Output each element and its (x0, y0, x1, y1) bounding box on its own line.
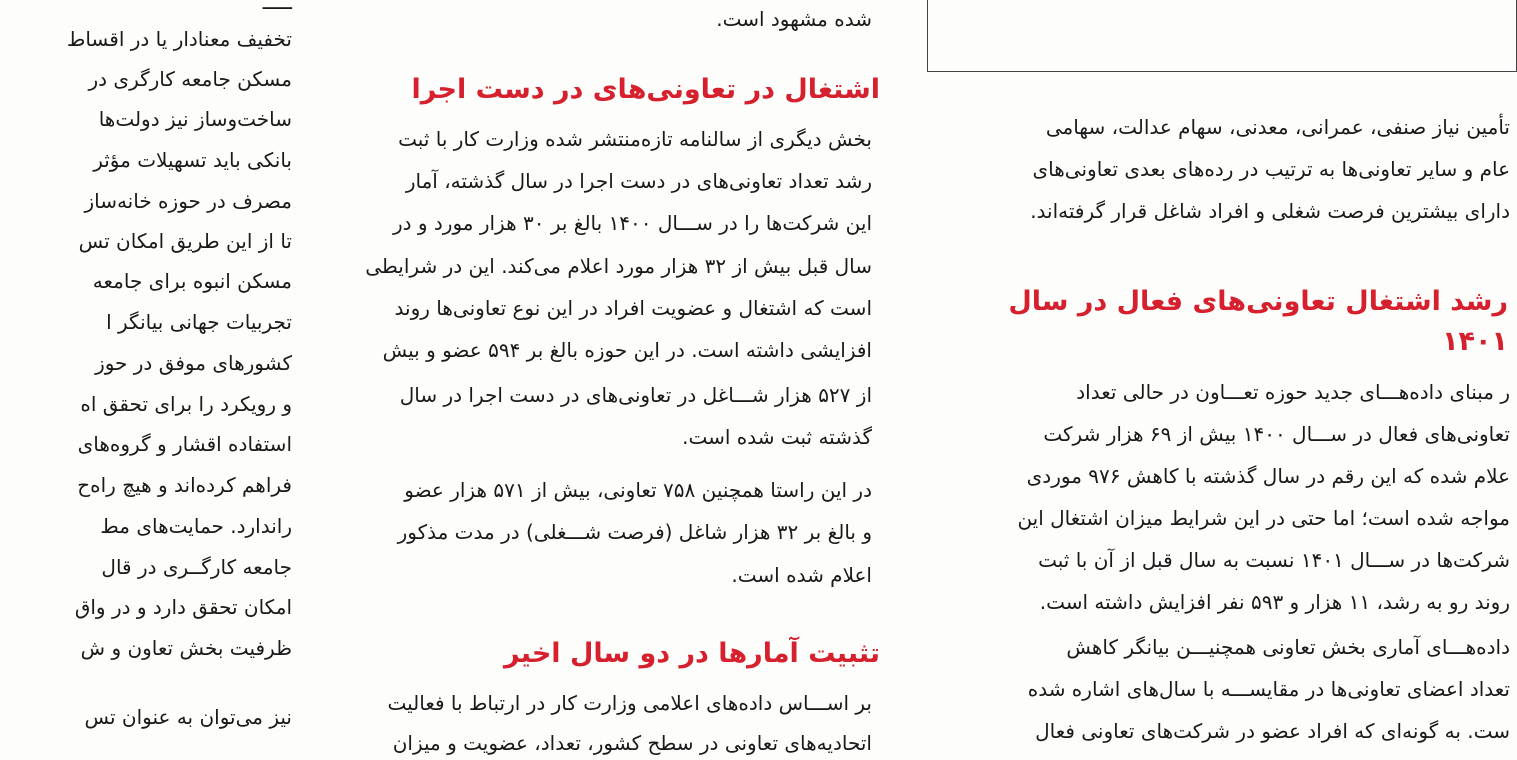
text-line: استفاده اقشار و گروه‌های (77, 432, 292, 456)
text-line: و رویکرد را برای تحقق اه (80, 392, 292, 416)
text-line: کشورهای موفق در حوز (95, 351, 292, 375)
text-line: نیز می‌توان به عنوان تس (84, 705, 292, 729)
text-line: مسکن انبوه برای جامعه (92, 269, 292, 293)
text-line: بانکی باید تسهیلات مؤثر (93, 148, 292, 172)
text-line: ساخت‌وساز نیز دولت‌ها (98, 107, 292, 131)
text-line: گذشته ثبت شده است. (682, 425, 872, 449)
section-heading: رشد اشتغال تعاونی‌های فعال در سال (1008, 286, 1508, 317)
text-line: بخش دیگری از سالنامه تازه‌منتشر شده وزارت کار با ثبت (398, 127, 872, 151)
text-line: تا از این طریق امکان تس (78, 229, 292, 253)
text-line: عام و سایر تعاونی‌ها به ترتیب در رده‌های بعدی تعاونی‌های (1032, 157, 1510, 181)
text-line: راندارد. حمایت‌های مط (100, 514, 292, 538)
text-line: تخفیف معنادار یا در اقساط (66, 27, 292, 51)
text-line: شرکت‌ها در ســـال ۱۴۰۱ نسبت به سال قبل از آن با ثبت (1038, 548, 1510, 572)
text-line: افزایشی داشته است. در این حوزه بالغ بر ۵۹۴ عضو و بیش (382, 338, 872, 362)
text-line: فراهم کرده‌اند و هیچ راه‌ح (77, 473, 292, 497)
text-line: امکان تحقق دارد و در واق (74, 595, 292, 619)
text-line: ظرفیت بخش تعاون و ش (80, 636, 292, 660)
boxed-frame (927, 0, 1517, 72)
text-line: ر مبنای داده‌هـــای جدید حوزه تعـــاون در حالی تعداد (1076, 380, 1510, 404)
text-line: تعاونی‌های فعال در ســـال ۱۴۰۰ بیش از ۶۹ هزار شرکت (1043, 422, 1510, 446)
text-line: در این راستا همچنین ۷۵۸ تعاونی، بیش از ۵۷۱ هزار عضو (404, 478, 872, 502)
text-line: روند رو به رشد، ۱۱ هزار و ۵۹۳ نفر افزایش داشته است. (1039, 590, 1510, 614)
text-line: این شرکت‌ها را در ســـال ۱۴۰۰ بالغ بر ۳۰ هزار مورد و در (392, 211, 872, 235)
text-line: از ۵۲۷ هزار شـــاغل در تعاونی‌های در دست اجرا در سال (399, 383, 872, 407)
text-line: ـــــ (262, 0, 292, 14)
section-heading: اشتغال در تعاونی‌های در دست اجرا (411, 74, 880, 105)
text-line: مواجه شده است؛ اما حتی در این شرایط میزان اشتغال این (1017, 506, 1510, 530)
text-line: داده‌هـــای آماری بخش تعاونی همچنیـــن بیانگر کاهش (1066, 635, 1510, 659)
text-line: است که اشتغال و عضویت افراد در این نوع تعاونی‌ها روند (394, 296, 872, 320)
text-line: علام شده که این رقم در سال گذشته با کاهش ۹۷۶ موردی (1026, 464, 1510, 488)
section-heading: تثبیت آمارها در دو سال اخیر (504, 638, 880, 669)
text-line: مصرف در حوزه خانه‌ساز (84, 189, 292, 213)
text-line: بر اســـاس داده‌های اعلامی وزارت کار در ارتباط با فعالیت (387, 691, 872, 715)
text-line: تجربیات جهانی بیانگر ا (106, 310, 292, 334)
left-column (0, 0, 300, 753)
text-line: جامعه کارگــری در قال (101, 555, 292, 579)
text-line: سال قبل بیش از ۳۲ هزار مورد اعلام می‌کند. این در شرایطی (365, 254, 872, 278)
text-line: اتحادیه‌های تعاونی در سطح کشور، تعداد، عضویت و میزان (392, 731, 872, 755)
text-line: دارای بیشترین فرصت شغلی و افراد شاغل قرار گرفته‌اند. (1030, 199, 1510, 223)
text-line: تعداد اعضای تعاونی‌ها در مقایســـه با سال‌های اشاره شده (1027, 677, 1510, 701)
text-line: رشد تعداد تعاونی‌های در دست اجرا در سال گذشته، آمار (405, 169, 872, 193)
section-heading-year: ۱۴۰۱ (1442, 326, 1508, 357)
text-line: تأمین نیاز صنفی، عمرانی، معدنی، سهام عدالت، سهامی (1045, 115, 1510, 139)
text-line: شده مشهود است. (716, 7, 872, 31)
text-line: اعلام شده است. (731, 563, 872, 587)
text-line: مسکن جامعه کارگری در (88, 67, 292, 91)
text-line: و بالغ بر ۳۲ هزار شاغل (فرصت شـــغلی) در مدت مذکور (397, 520, 872, 544)
text-line: ست. به گونه‌ای که افراد عضو در شرکت‌های تعاونی فعال (1035, 719, 1510, 743)
